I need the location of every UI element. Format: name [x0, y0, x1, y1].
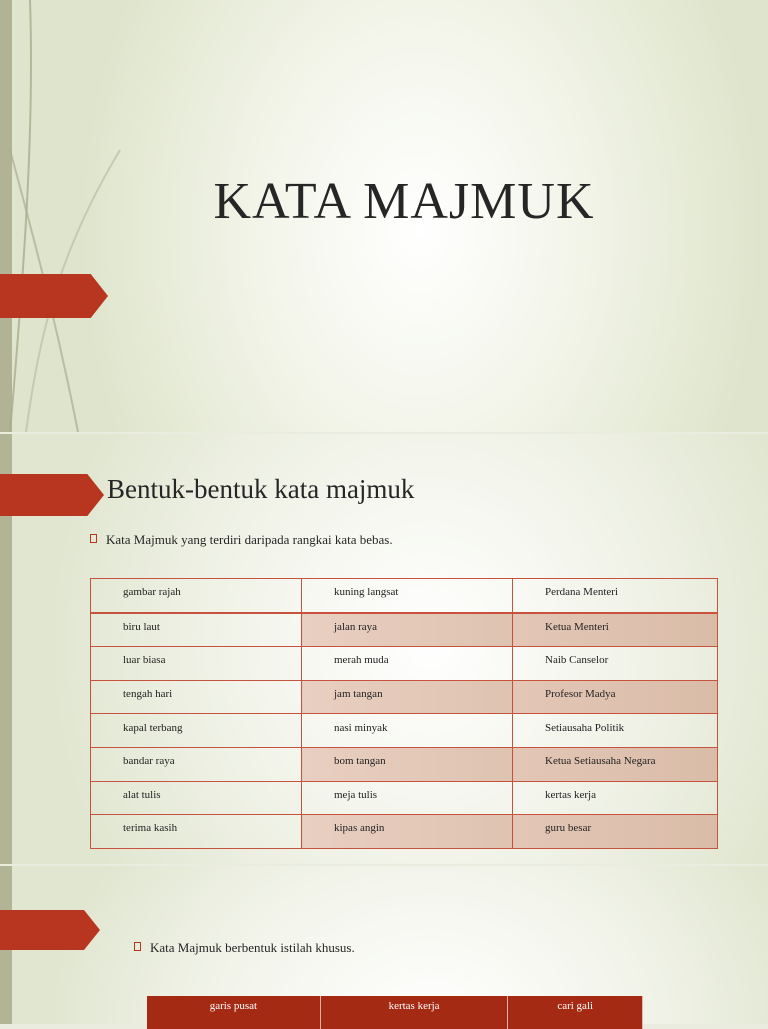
table-cell: meja tulis — [302, 781, 513, 815]
table-row — [91, 647, 718, 681]
table-cell: kertas kerja — [513, 781, 718, 815]
slide-heading: Bentuk-bentuk kata majmuk — [107, 474, 415, 504]
table-cell: biru laut — [91, 613, 302, 647]
table-cell: Setiausaha Politik — [513, 714, 718, 748]
table-cell: guru besar — [513, 815, 718, 849]
table-row — [91, 579, 718, 613]
term-cell: kertas kerja — [320, 996, 508, 1029]
table-cell: tengah hari — [91, 680, 302, 714]
term-arrow — [0, 910, 100, 950]
term-cell: cari gali — [508, 996, 643, 1029]
table-cell: luar biasa — [91, 647, 302, 681]
bullet-icon — [134, 942, 141, 951]
table-cell: terima kasih — [91, 815, 302, 849]
table-row — [91, 714, 718, 748]
table-row — [91, 781, 718, 815]
table-cell: jalan raya — [302, 613, 513, 647]
kata-majmuk-table — [90, 578, 718, 849]
bullet-icon — [90, 534, 97, 543]
table-cell: alat tulis — [91, 781, 302, 815]
istilah-table — [147, 996, 643, 1029]
table-cell: gambar rajah — [91, 579, 302, 613]
term-cell: garis pusat — [147, 996, 320, 1029]
table-cell: bom tangan — [302, 747, 513, 781]
table-cell: jam tangan — [302, 680, 513, 714]
table-cell: Perdana Menteri — [513, 579, 718, 613]
table-cell: Ketua Menteri — [513, 613, 718, 647]
bullet-text: Kata Majmuk berbentuk istilah khusus. — [150, 940, 355, 955]
table-cell: kipas angin — [302, 815, 513, 849]
table-cell: Ketua Setiausaha Negara — [513, 747, 718, 781]
table-cell: kapal terbang — [91, 714, 302, 748]
table-cell: nasi minyak — [302, 714, 513, 748]
table-cell: kuning langsat — [302, 579, 513, 613]
table-cell: Naib Canselor — [513, 647, 718, 681]
slide-title: KATA MAJMUK — [213, 173, 595, 230]
bullet-text: Kata Majmuk yang terdiri daripada rangkai kata bebas. — [106, 532, 393, 547]
table-row — [91, 680, 718, 714]
table-row — [91, 815, 718, 849]
bullet-item — [134, 940, 355, 956]
table-cell: merah muda — [302, 647, 513, 681]
bullet-item — [90, 532, 393, 548]
table-cell: bandar raya — [91, 747, 302, 781]
title-arrow — [0, 274, 108, 318]
heading-arrow — [0, 474, 104, 516]
title-slide — [0, 0, 768, 432]
table-row — [91, 747, 718, 781]
table-row — [91, 613, 718, 647]
table-cell: Profesor Madya — [513, 680, 718, 714]
